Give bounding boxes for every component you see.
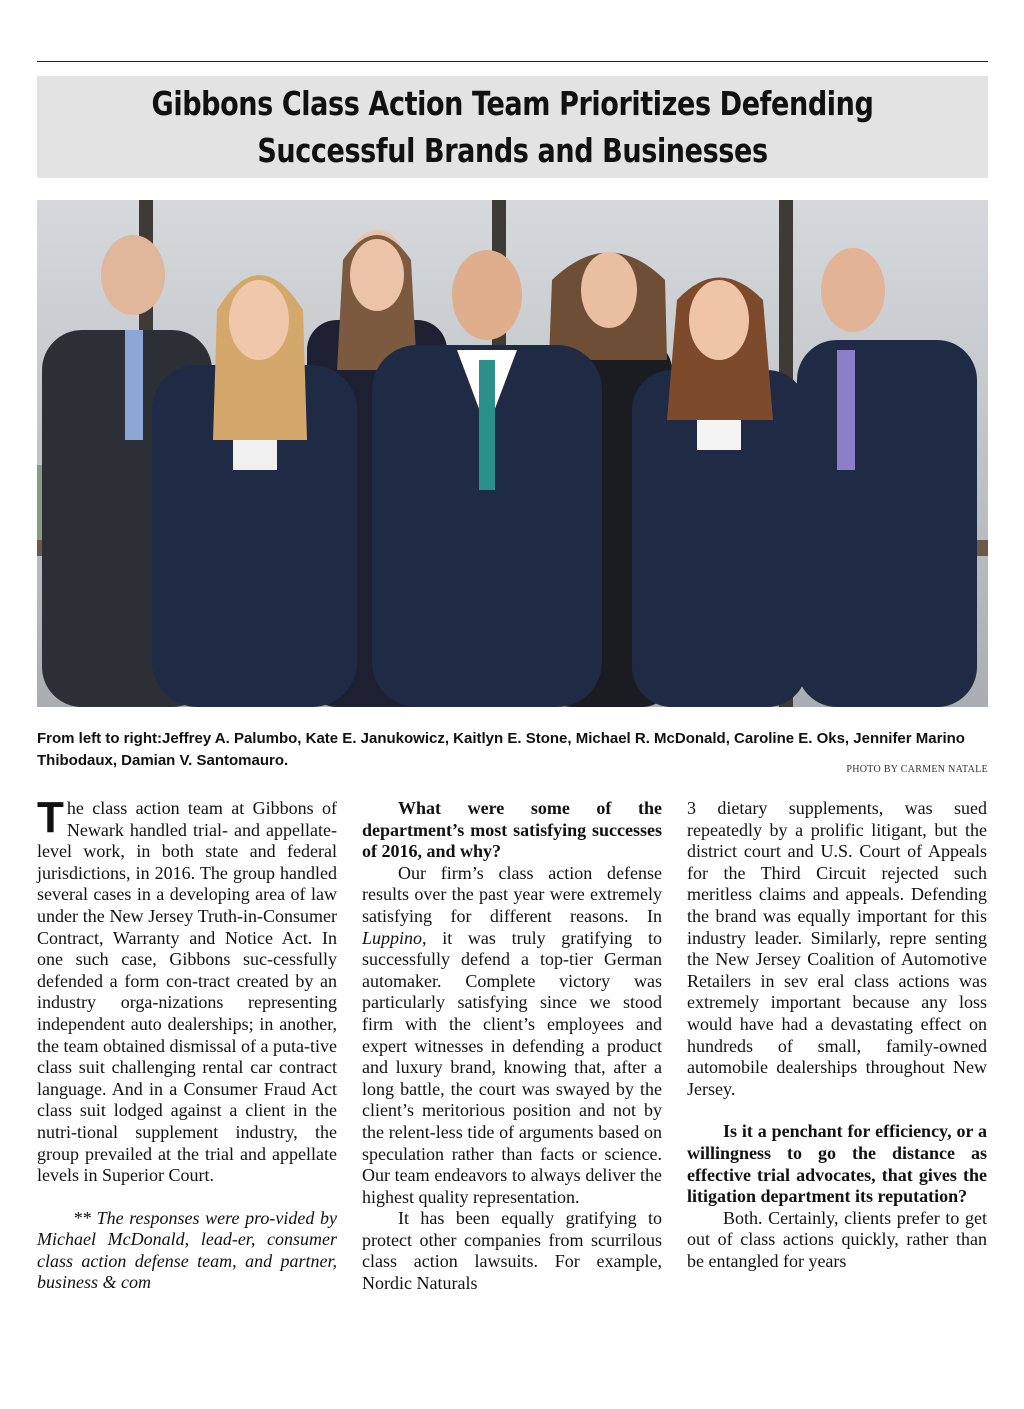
answer-1-paragraph-1	[362, 863, 662, 1209]
intro-text: he class action team at Gibbons of Newark handled trial- and appellate-level work, in both state and federal jurisdictions, in 2016. The group handled several cases in a developing area of law under the New Jersey Truth-in-Consumer Contract, Warranty and Notice Act. In one such case, Gibbons suc-cessfully defended a form con-tract created by an industry orga-nizations representing independent auto dealerships; in another, the team obtained dismissal of a puta-tive class suit challenging rental car contract language. And in a Consumer Fraud Act class suit lodged against a client in the nutri-tional supplement industry, the group prevailed at the trial and appellate levels in Superior Court.	[37, 798, 337, 1186]
answer-1-continued: 3 dietary supplements, was sued repeatedly by a prolific litigant, but the district court and U.S. Court of Appeals for the Third Circuit rejected such meritless claims and appeals. Defending the brand was equally important for this industry leader. Similarly, repre senting the New Jersey Coalition of Automotive Retailers in sev eral class actions was extremely important because any loss would have had a devastating effect on hundreds of small, family-owned automobile dealerships throughout New Jersey.	[687, 798, 987, 1099]
top-rule	[37, 61, 988, 62]
question-1: What were some of the department’s most satisfying successes of 2016, and why?	[362, 798, 662, 862]
article-column-2	[362, 798, 662, 1295]
answer-1-text-a: Our firm’s class action defense results over the past year were extremely satisfying for different reasons. In	[362, 862, 662, 926]
article-column-1	[37, 793, 337, 1294]
headline-banner	[37, 76, 988, 178]
headline-line-2: Successful Brands and Businesses	[257, 131, 768, 170]
team-photo-illustration	[37, 200, 988, 707]
answer-1-paragraph-2: It has been equally gratifying to protect other companies from scurrilous class action lawsuits. For example, Nordic Naturals	[362, 1208, 662, 1294]
photo-caption: From left to right:Jeffrey A. Palumbo, Kate E. Janukowicz, Kaitlyn E. Stone, Michael R. McDonald, Caroline E. Oks, Jennifer Marino Thibodaux, Damian V. Santomauro.	[37, 730, 965, 769]
question-2: Is it a penchant for efficiency, or a willingness to go the distance as effective trial advocates, that gives the litigation department its reputation?	[687, 1121, 987, 1207]
article-column-3	[687, 798, 987, 1272]
case-name: Luppino	[362, 927, 423, 948]
answer-1-text-b: , it was truly gratifying to successfully defend a top-tier German automaker. Complete victory was particularly satisfying since we stood firm with the client’s employees and expert witnesses in defending a product and luxury brand, knowing that, after a long battle, the court was swayed by the client’s meritorious position and not by the relent-less tide of arguments based on speculation rather than facts or science. Our team endeavors to always deliver the highest quality representation.	[362, 927, 662, 1207]
team-photo	[37, 200, 988, 707]
intro-paragraph	[37, 793, 337, 1187]
answer-2-paragraph-1: Both. Certainly, clients prefer to get out of class actions quickly, rather than be entangled for years	[687, 1207, 987, 1271]
headline-line-1: Gibbons Class Action Team Prioritizes Defending	[151, 84, 874, 123]
drop-cap: T	[37, 793, 64, 842]
responses-note: ** The responses were pro-vided by Michael McDonald, lead-er, consumer class action defense team, and partner, business & com	[37, 1207, 337, 1293]
article-headline	[123, 80, 903, 174]
photo-credit: PHOTO BY CARMEN NATALE	[846, 764, 988, 775]
